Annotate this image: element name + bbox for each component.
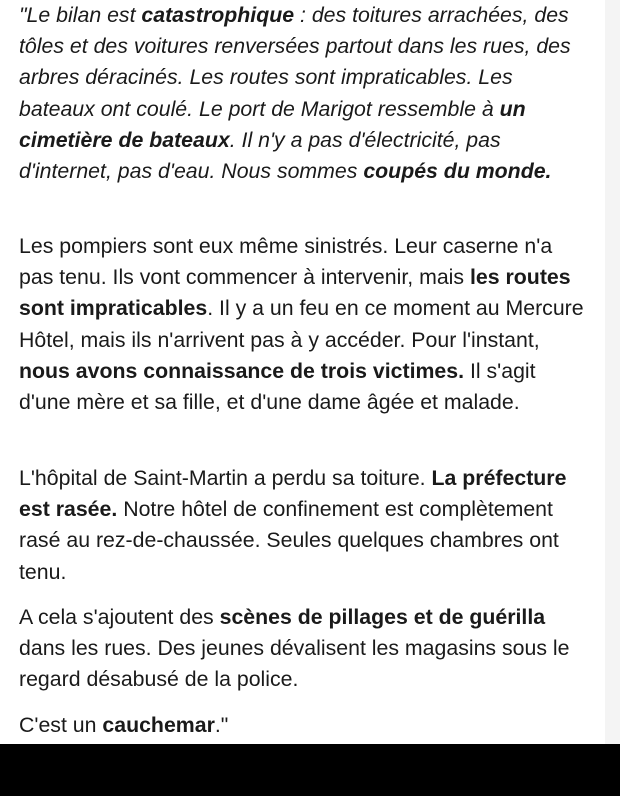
- paragraph-3: [19, 463, 589, 588]
- p3-bold-1: La préfecture est rasée.: [19, 466, 567, 522]
- p1-text-2: : des toitures arrachées, des tôles et des voitures renversées partout dans les rues, des arbres déracinés. Les routes sont impraticables. Les bateaux ont coulé. Le port de Marigot ressemble à: [19, 3, 571, 121]
- p4-bold-1: scènes de pillages et de guérilla: [219, 605, 546, 629]
- p5-text-2: .": [214, 713, 229, 737]
- scroll-edge-strip: [605, 0, 620, 744]
- paragraph-5: [19, 710, 589, 741]
- p1-bold-3: coupés du monde.: [363, 159, 552, 184]
- paragraph-2: [19, 231, 589, 418]
- paragraph-4: [19, 602, 589, 696]
- p5-bold-1: cauchemar: [102, 713, 215, 737]
- p1-text-1: "Le bilan est: [19, 3, 142, 27]
- p4-text-1: A cela s'ajoutent des: [19, 605, 220, 629]
- p2-text-3: Il s'agit d'une mère et sa fille, et d'une dame âgée et malade.: [19, 358, 536, 415]
- p1-bold-1: catastrophique: [141, 3, 295, 27]
- p1-bold-2: un cimetière de bateaux: [19, 96, 526, 152]
- p1-text-3: . Il n'y a pas d'électricité, pas d'internet, pas d'eau. Nous sommes: [19, 127, 501, 184]
- paragraph-1: [19, 0, 589, 187]
- p5-text-1: C'est un: [19, 713, 103, 737]
- p2-bold-2: nous avons connaissance de trois victimes.: [19, 358, 465, 383]
- bottom-black-bar: [0, 744, 620, 796]
- p2-text-2: . Il y a un feu en ce moment au Mercure Hôtel, mais ils n'arrivent pas à y accéder. Pour l'instant,: [19, 296, 584, 352]
- p3-text-2: Notre hôtel de confinement est complètement rasé au rez-de-chaussée. Seules quelques chambres ont tenu.: [19, 497, 559, 584]
- p2-text-1: Les pompiers sont eux même sinistrés. Leur caserne n'a pas tenu. Ils vont commencer à intervenir, mais: [19, 234, 553, 290]
- p4-text-2: dans les rues. Des jeunes dévalisent les magasins sous le regard désabusé de la police.: [19, 636, 570, 692]
- p3-text-1: L'hôpital de Saint-Martin a perdu sa toiture.: [19, 466, 432, 490]
- p2-bold-1: les routes sont impraticables: [19, 265, 571, 321]
